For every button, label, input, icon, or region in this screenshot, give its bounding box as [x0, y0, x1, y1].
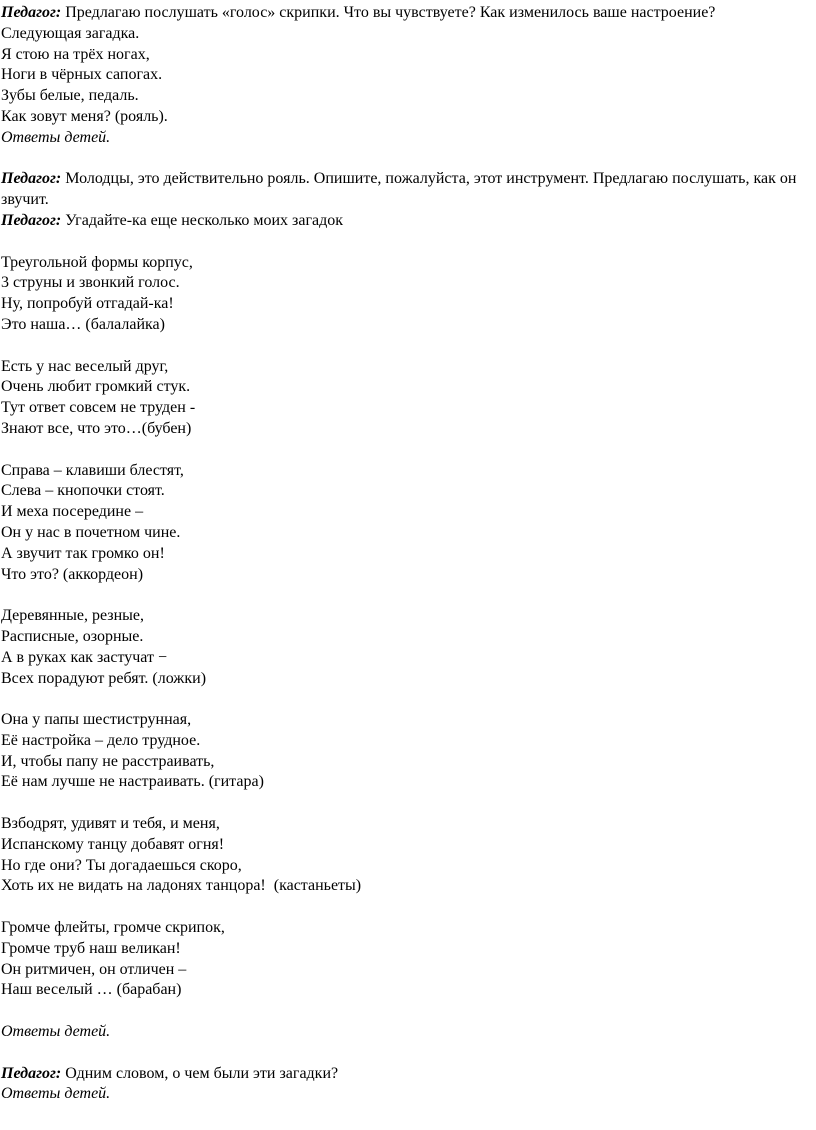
teacher-text: Предлагаю послушать «голос» скрипки. Что вы чувствуете? Как изменилось ваше настроение?	[65, 4, 716, 21]
riddle-line: Это наша… (балалайка)	[1, 315, 165, 333]
teacher-text: Молодцы, это действительно рояль. Опишите, пожалуйста, этот инструмент. Предлагаю послушать, как он звучит.	[1, 170, 797, 209]
blank-line	[1, 336, 816, 357]
riddle-line: Но где они? Ты догадаешься скоро,	[1, 856, 242, 874]
riddle-line: Знают все, что это…(бубен)	[1, 419, 192, 437]
riddle-line: Ноги в чёрных сапогах.	[1, 66, 163, 84]
blank-line	[1, 1001, 816, 1022]
teacher-line-2	[1, 169, 816, 211]
speaker-label: Педагог:	[1, 4, 62, 21]
riddle-line: Есть у нас веселый друг,	[1, 357, 169, 375]
speaker-label: Педагог:	[1, 170, 62, 188]
speaker-label: Педагог:	[1, 1064, 62, 1082]
kids-answers: Ответы детей.	[1, 128, 111, 146]
riddle-line: Всех порадуют ребят. (ложки)	[1, 669, 207, 687]
blank-line	[1, 149, 816, 170]
riddle-line: А звучит так громко он!	[1, 544, 165, 562]
riddle-line: Громче флейты, громче скрипок,	[1, 919, 225, 937]
teacher-line-final	[1, 1064, 816, 1085]
riddle-line: Что это? (аккордеон)	[1, 565, 144, 583]
riddle-line: Испанскому танцу добавят огня!	[1, 835, 225, 853]
teacher-line-1	[1, 3, 816, 24]
blank-line	[1, 897, 816, 918]
riddle-line: И меха посередине –	[1, 503, 144, 521]
blank-line	[1, 232, 816, 253]
riddle-line: Наш веселый … (барабан)	[1, 981, 182, 999]
riddle-line: Деревянные, резные,	[1, 607, 145, 625]
teacher-text: Угадайте-ка еще несколько моих загадок	[65, 211, 344, 229]
blank-line	[1, 440, 816, 461]
riddle-line: 3 струны и звонкий голос.	[1, 274, 180, 292]
riddle-line: Взбодрят, удивят и тебя, и меня,	[1, 815, 220, 833]
riddle-line: Я стою на трёх ногах,	[1, 45, 150, 63]
riddle-line: Справа – клавиши блестят,	[1, 461, 184, 479]
blank-line	[1, 689, 816, 710]
teacher-text: Одним словом, о чем были эти загадки?	[65, 1064, 339, 1082]
riddle-line: Как зовут меня? (рояль).	[1, 107, 168, 125]
kids-answers: Ответы детей.	[1, 1085, 111, 1103]
blank-line	[1, 793, 816, 814]
kids-answers: Ответы детей.	[1, 1023, 111, 1041]
riddle-line: А в руках как застучат −	[1, 648, 167, 666]
speaker-label: Педагог:	[1, 211, 62, 229]
riddle-line: Он ритмичен, он отличен –	[1, 960, 187, 978]
riddle-line: Ну, попробуй отгадай-ка!	[1, 295, 174, 313]
riddle-line: Она у папы шестиструнная,	[1, 711, 192, 729]
riddle-line: Её настройка – дело трудное.	[1, 731, 201, 749]
riddle-line: Зубы белые, педаль.	[1, 87, 139, 105]
blank-line	[1, 585, 816, 606]
riddle-line: Её нам лучше не настраивать. (гитара)	[1, 773, 264, 791]
blank-line	[1, 1043, 816, 1064]
riddle-line: Тут ответ совсем не труден -	[1, 399, 196, 417]
riddle-line: Расписные, озорные.	[1, 627, 144, 645]
riddle-line: И, чтобы папу не расстраивать,	[1, 752, 215, 770]
riddle-line: Хоть их не видать на ладонях танцора! (кастаньеты)	[1, 877, 362, 895]
riddle-line: Очень любит громкий стук.	[1, 378, 191, 396]
riddle-line: Он у нас в почетном чине.	[1, 523, 181, 541]
text-line: Следующая загадка.	[1, 24, 140, 42]
riddle-line: Слева – кнопочки стоят.	[1, 482, 165, 500]
riddle-line: Треугольной формы корпус,	[1, 253, 193, 271]
teacher-line-3	[1, 211, 816, 232]
riddle-line: Громче труб наш великан!	[1, 939, 181, 957]
